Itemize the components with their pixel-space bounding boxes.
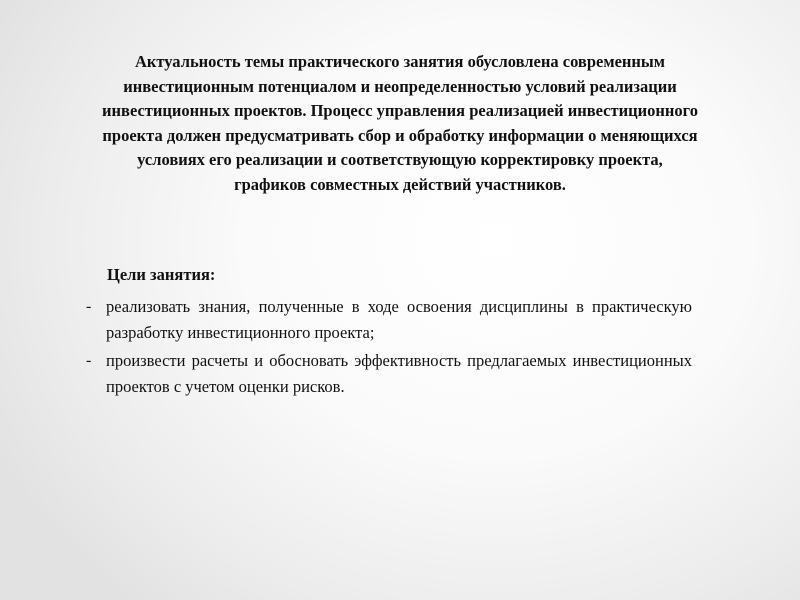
list-bullet: - [86,352,92,369]
intro-paragraph: Актуальность темы практического занятия обусловлена современным инвестиционным потенциалом и неопределенностью условий реализации инвестиционных проектов. Процесс управления реализацией инвестиционного проекта должен предусматривать сбор и обработку информации о меняющихся условиях его реализации и соответствующую корректировку проекта, графиков совместных действий участников. [102,52,698,194]
list-bullet: - [86,298,92,315]
goal-text: произвести расчеты и обосновать эффективность предлагаемых инвестиционных проектов с учетом оценки рисков. [106,351,692,396]
goals-heading: Цели занятия: [107,265,216,284]
goals-list [86,294,692,402]
goal-item-1 [86,294,692,346]
goal-item-2 [86,348,692,400]
goal-text: реализовать знания, полученные в ходе освоения дисциплины в практическую разработку инвестиционного проекта; [106,297,692,342]
